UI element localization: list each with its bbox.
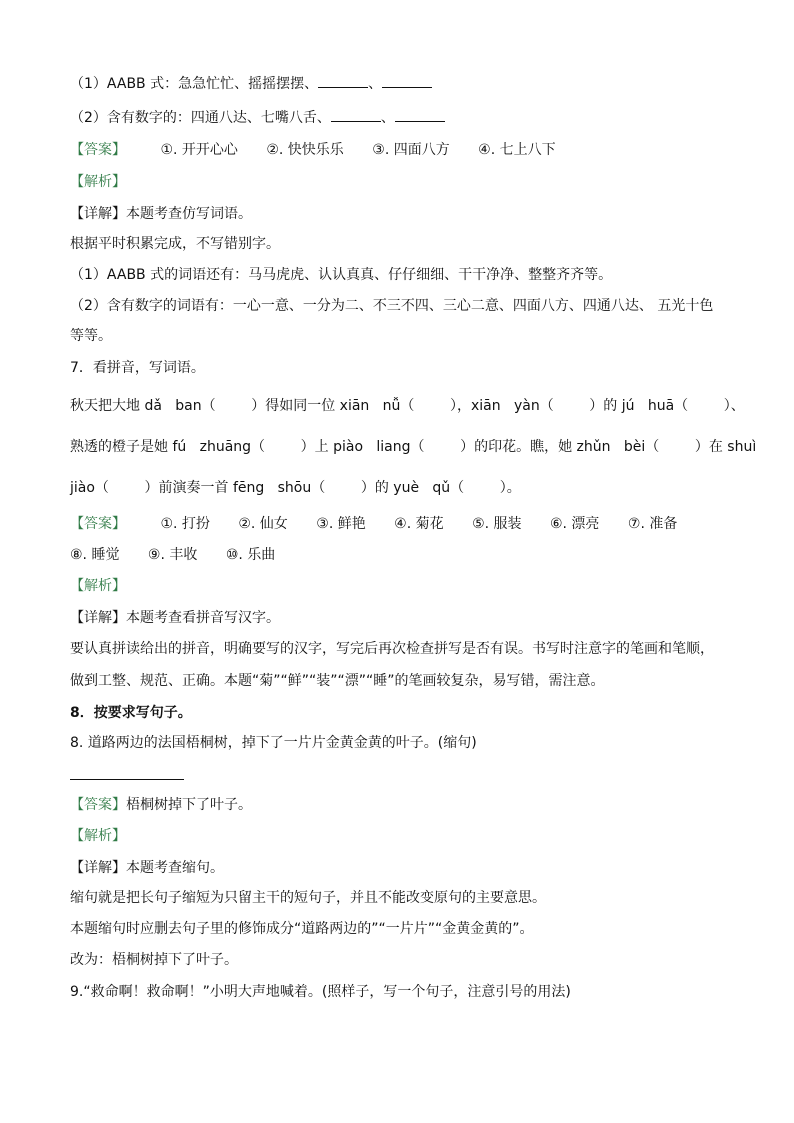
detail-tag: 【详解】 bbox=[70, 860, 126, 876]
q6-answer-1: ①. 开开心心 bbox=[160, 142, 238, 158]
q7-answer-row-2 bbox=[70, 546, 299, 564]
separator: 、 bbox=[380, 110, 395, 126]
answer-tag: 【答案】 bbox=[70, 797, 126, 813]
q6-answer-row bbox=[70, 141, 580, 159]
q7-answer-4: ④. 菊花 bbox=[394, 516, 444, 532]
q6-part2-prefix: （2）含有数字的：四通八达、七嘴八舌、 bbox=[70, 110, 331, 126]
q8-explanation-2: 本题缩句时应删去句子里的修饰成分“道路两边的”“一片片”“金黄金黄的”。 bbox=[70, 921, 534, 937]
q7-answer-8: ⑧. 睡觉 bbox=[70, 547, 120, 563]
q6-explanation-2: （1）AABB 式的词语还有：马马虎虎、认认真真、仔仔细细、干干净净、整整齐齐等。 bbox=[70, 267, 613, 283]
q6-detail bbox=[70, 205, 252, 223]
q8-answer-line[interactable] bbox=[70, 779, 184, 780]
answer-blank[interactable] bbox=[331, 109, 381, 122]
q8-explanation-1: 缩句就是把长句子缩短为只留主干的短句子，并且不能改变原句的主要意思。 bbox=[70, 890, 546, 906]
q7-explanation-1: 要认真拼读给出的拼音，明确要写的汉字，写完后再次检查拼写是否有误。书写时注意字的笔画和笔顺， bbox=[70, 641, 714, 657]
q6-answer-2: ②. 快快乐乐 bbox=[266, 142, 344, 158]
answer-tag: 【答案】 bbox=[70, 516, 126, 532]
analysis-tag: 【解析】 bbox=[70, 578, 126, 594]
answer-blank[interactable] bbox=[382, 75, 432, 88]
q7-answer-6: ⑥. 漂亮 bbox=[549, 516, 600, 532]
section-8-title: 8．按要求写句子。 bbox=[70, 705, 192, 721]
q7-detail-text: 本题考查看拼音写汉字。 bbox=[126, 610, 280, 626]
q6-explanation-3: （2）含有数字的词语有：一心一意、一分为二、不三不四、三心二意、四面八方、四通八达、 五光十色 bbox=[70, 298, 714, 314]
q7-answer-1: ①. 打扮 bbox=[160, 516, 210, 532]
q7-passage-line-3: jiào（ ）前演奏一首 fēng shōu（ ）的 yuè qǔ（ ）。 bbox=[70, 480, 521, 496]
q6-explanation-1: 根据平时积累完成，不写错别字。 bbox=[70, 236, 280, 252]
q6-answer-4: ④. 七上八下 bbox=[478, 142, 556, 158]
q7-passage-line-2: 熟透的橙子是她 fú zhuāng（ ）上 piào liang（ ）的印花。瞧，她 zhǔn bèi（ ）在 shuì bbox=[70, 439, 757, 455]
q8-title: 8. 道路两边的法国梧桐树，掉下了一片片金黄金黄的叶子。(缩句) bbox=[70, 735, 477, 751]
q6-part1-prefix: （1）AABB 式：急急忙忙、摇摇摆摆、 bbox=[70, 76, 319, 92]
q7-passage-line-1: 秋天把大地 dǎ ban（ ）得如同一位 xiān nǚ（ ），xiān yàn（ ）的 jú huā（ ）、 bbox=[70, 398, 745, 414]
q8-detail bbox=[70, 859, 224, 877]
q6-explanation-4: 等等。 bbox=[70, 328, 112, 344]
detail-tag: 【详解】 bbox=[70, 610, 126, 626]
q9-title: 9.“救命啊！救命啊！”小明大声地喊着。(照样子，写一个句子，注意引号的用法) bbox=[70, 984, 571, 1000]
q8-answer-row bbox=[70, 796, 252, 814]
q8-explanation-3: 改为：梧桐树掉下了叶子。 bbox=[70, 952, 238, 968]
q6-answer-3: ③. 四面八方 bbox=[372, 142, 450, 158]
q7-answer-7: ⑦. 准备 bbox=[627, 516, 678, 532]
q8-answer: 梧桐树掉下了叶子。 bbox=[126, 797, 252, 813]
analysis-tag: 【解析】 bbox=[70, 174, 126, 190]
q7-answer-10: ⑩. 乐曲 bbox=[225, 547, 276, 563]
q8-detail-text: 本题考查缩句。 bbox=[126, 860, 224, 876]
answer-blank[interactable] bbox=[395, 109, 445, 122]
q6-part1 bbox=[70, 75, 432, 93]
answer-blank[interactable] bbox=[318, 75, 368, 88]
answer-tag: 【答案】 bbox=[70, 142, 126, 158]
q7-answer-row-1 bbox=[70, 515, 701, 533]
q7-explanation-2: 做到工整、规范、正确。本题“菊”“鲜”“装”“漂”“睡”的笔画较复杂，易写错，需注意。 bbox=[70, 673, 605, 689]
q7-answer-3: ③. 鲜艳 bbox=[316, 516, 366, 532]
q7-answer-5: ⑤. 服装 bbox=[472, 516, 522, 532]
q7-answer-2: ②. 仙女 bbox=[238, 516, 288, 532]
q7-answer-9: ⑨. 丰收 bbox=[147, 547, 198, 563]
q6-part2 bbox=[70, 109, 445, 127]
analysis-tag: 【解析】 bbox=[70, 828, 126, 844]
separator: 、 bbox=[368, 76, 383, 92]
q6-detail-text: 本题考查仿写词语。 bbox=[126, 206, 252, 222]
q7-title: 7．看拼音，写词语。 bbox=[70, 360, 205, 376]
detail-tag: 【详解】 bbox=[70, 206, 126, 222]
q7-detail bbox=[70, 609, 280, 627]
